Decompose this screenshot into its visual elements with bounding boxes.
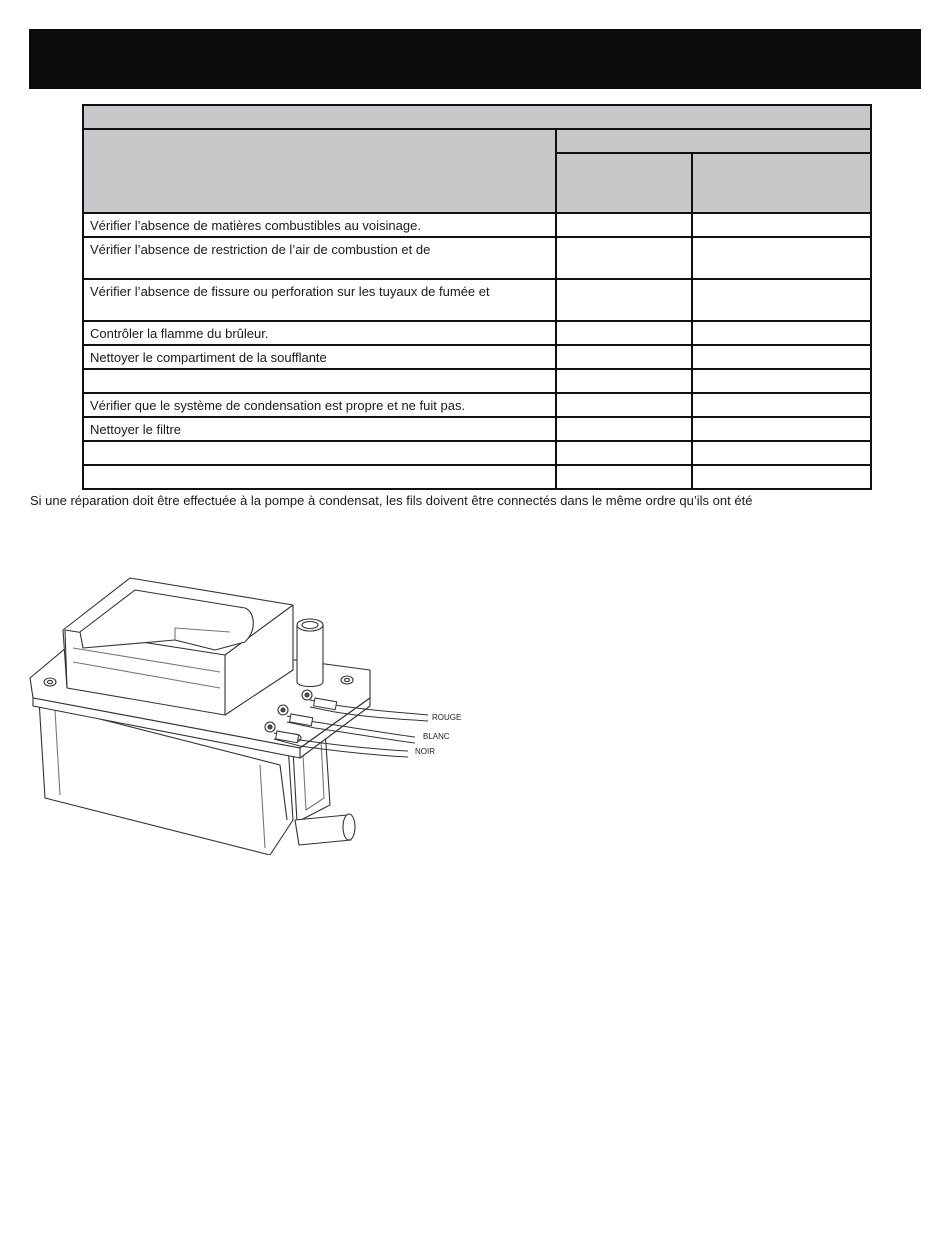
value-cell <box>692 213 871 237</box>
value-cell <box>692 369 871 393</box>
table-header-frequency <box>556 129 871 153</box>
value-cell <box>556 465 692 489</box>
task-cell <box>83 441 556 465</box>
table-row <box>83 369 871 393</box>
value-cell <box>692 393 871 417</box>
table-header-col2 <box>692 153 871 213</box>
value-cell <box>692 279 871 321</box>
task-cell: Vérifier l’absence de matières combustibles au voisinage. <box>83 213 556 237</box>
task-cell <box>83 369 556 393</box>
value-cell <box>556 417 692 441</box>
wire-label-noir: NOIR <box>415 747 435 756</box>
table-row <box>83 393 871 417</box>
task-cell: Nettoyer le compartiment de la soufflante <box>83 345 556 369</box>
table-header-top <box>83 105 871 129</box>
task-cell: Contrôler la flamme du brûleur. <box>83 321 556 345</box>
value-cell <box>692 465 871 489</box>
table-row <box>83 237 871 279</box>
value-cell <box>556 213 692 237</box>
value-cell <box>692 417 871 441</box>
value-cell <box>692 237 871 279</box>
value-cell <box>556 237 692 279</box>
wire-label-rouge: ROUGE <box>432 713 462 722</box>
table-row <box>83 465 871 489</box>
wire-label-blanc: BLANC <box>423 732 450 741</box>
task-cell: Nettoyer le filtre <box>83 417 556 441</box>
condensate-pump-illustration <box>25 570 470 855</box>
task-cell: Vérifier l’absence de restriction de l’air de combustion et de <box>83 237 556 279</box>
table-row <box>83 441 871 465</box>
header-bar <box>29 29 921 89</box>
value-cell <box>692 441 871 465</box>
inlet-tube <box>297 625 323 687</box>
table-row <box>83 417 871 441</box>
task-cell: Vérifier que le système de condensation est propre et ne fuit pas. <box>83 393 556 417</box>
value-cell <box>692 345 871 369</box>
value-cell <box>556 279 692 321</box>
value-cell <box>556 393 692 417</box>
table-header-col1 <box>556 153 692 213</box>
table-row <box>83 213 871 237</box>
table-header-task <box>83 129 556 213</box>
table-row <box>83 279 871 321</box>
table-row <box>83 321 871 345</box>
task-cell: Vérifier l’absence de fissure ou perforation sur les tuyaux de fumée et <box>83 279 556 321</box>
maintenance-table <box>82 104 872 490</box>
value-cell <box>556 345 692 369</box>
repair-note: Si une réparation doit être effectuée à la pompe à condensat, les fils doivent être connectés dans le même ordre qu’ils ont été <box>30 493 753 508</box>
value-cell <box>556 441 692 465</box>
table-row <box>83 345 871 369</box>
value-cell <box>556 321 692 345</box>
value-cell <box>692 321 871 345</box>
task-cell <box>83 465 556 489</box>
value-cell <box>556 369 692 393</box>
